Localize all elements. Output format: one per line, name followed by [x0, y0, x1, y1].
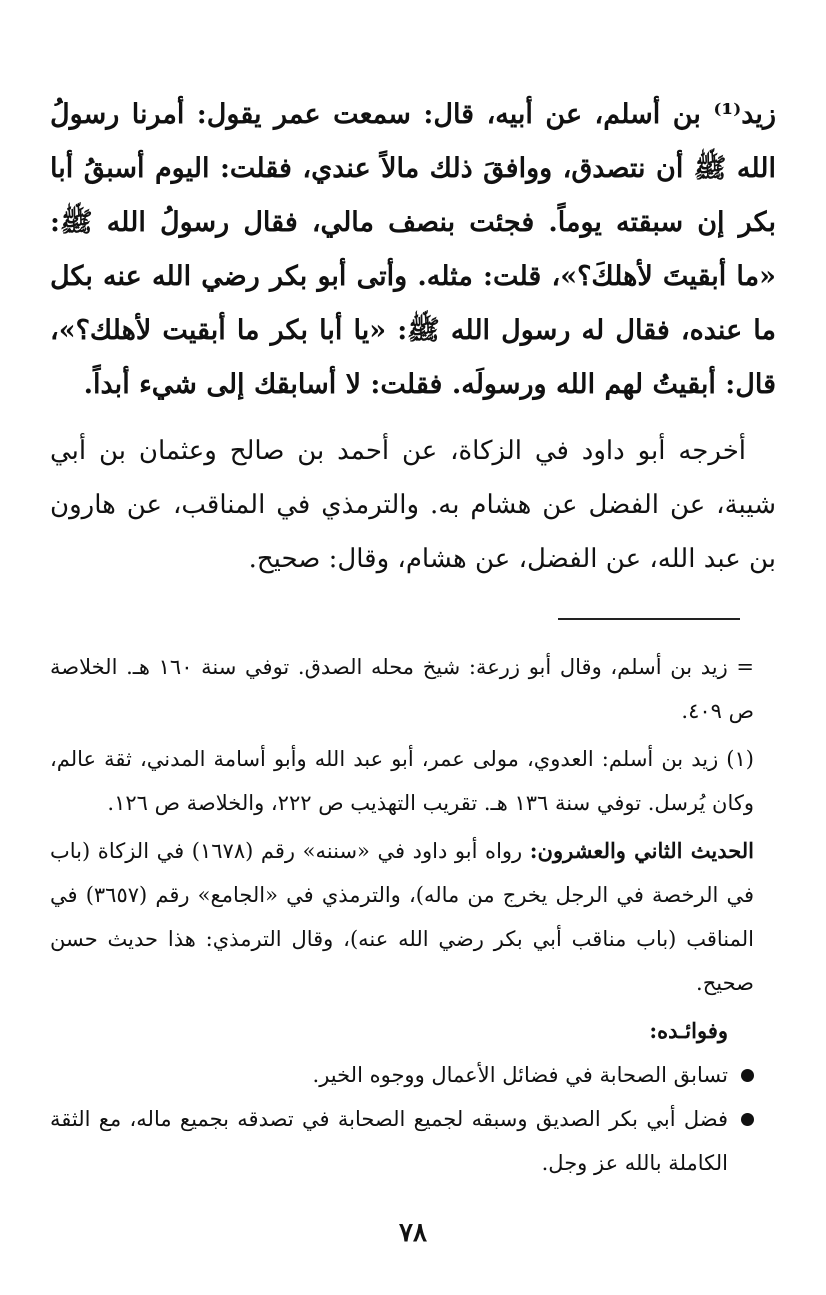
- bullet-icon: [741, 1069, 754, 1082]
- bullet-icon: [741, 1113, 754, 1126]
- footnote-continuation: = زيد بن أسلم، وقال أبو زرعة: شيخ محله الصدق. توفي سنة ١٦٠ هـ. الخلاصة ص ٤٠٩.: [50, 655, 754, 723]
- main-text-block: [50, 88, 776, 586]
- list-item: [50, 1097, 754, 1185]
- hadith-source-text: رواه أبو داود في «سننه» رقم (١٦٧٨) في الزكاة (باب في الرخصة في الرجل يخرج من ماله)، والترمذي في «الجامع» رقم (٣٦٥٧) في المناقب (باب مناقب أبي بكر رضي الله عنه)، وقال الترمذي: هذا حديث حسن صحيح.: [50, 839, 754, 995]
- benefits-list: [50, 1053, 754, 1185]
- hadith-source-heading: الحديث الثاني والعشرون:: [529, 838, 755, 863]
- footnote-separator: [558, 618, 740, 620]
- hadith-paragraph: زيد⁽¹⁾ بن أسلم، عن أبيه، قال: سمعت عمر يقول: أمرنا رسولُ الله ﷺ أن نتصدق، ووافقَ ذلك مالاً عندي، فقلت: اليوم أسبقُ أبا بكر إن سبقته يوماً. فجئت بنصف مالي، فقال رسولُ الله ﷺ: «ما أبقيتَ لأهلكَ؟»، قلت: مثله. وأتى أبو بكر رضي الله عنه بكل ما عنده، فقال له رسول الله ﷺ: «يا أبا بكر ما أبقيت لأهلك؟»، قال: أبقيتُ لهم الله ورسولَه. فقلت: لا أسابقك إلى شيء أبداً.: [50, 99, 776, 400]
- footnote-1: (١) زيد بن أسلم: العدوي، مولى عمر، أبو عبد الله وأبو أسامة المدني، ثقة عالم، وكان يُرسل. توفي سنة ١٣٦ هـ. تقريب التهذيب ص ٢٢٢، والخلاصة ص ١٢٦.: [50, 747, 754, 815]
- benefits-heading: وفوائـده:: [649, 1018, 728, 1043]
- list-item: [50, 1053, 754, 1097]
- footnotes-block: [50, 645, 754, 1185]
- hadith-source-note: [50, 829, 754, 1005]
- benefit-text: تسابق الصحابة في فضائل الأعمال ووجوه الخير.: [312, 1063, 728, 1087]
- benefit-text: فضل أبي بكر الصديق وسبقه لجميع الصحابة في تصدقه بجميع ماله، مع الثقة الكاملة بالله عز وجل.: [50, 1107, 728, 1175]
- page-number: ٧٨: [399, 1218, 427, 1248]
- takhrij-paragraph: أخرجه أبو داود في الزكاة، عن أحمد بن صالح وعثمان بن أبي شيبة، عن الفضل عن هشام به. والترمذي في المناقب، عن هارون بن عبد الله، عن الفضل، عن هشام، وقال: صحيح.: [50, 436, 776, 574]
